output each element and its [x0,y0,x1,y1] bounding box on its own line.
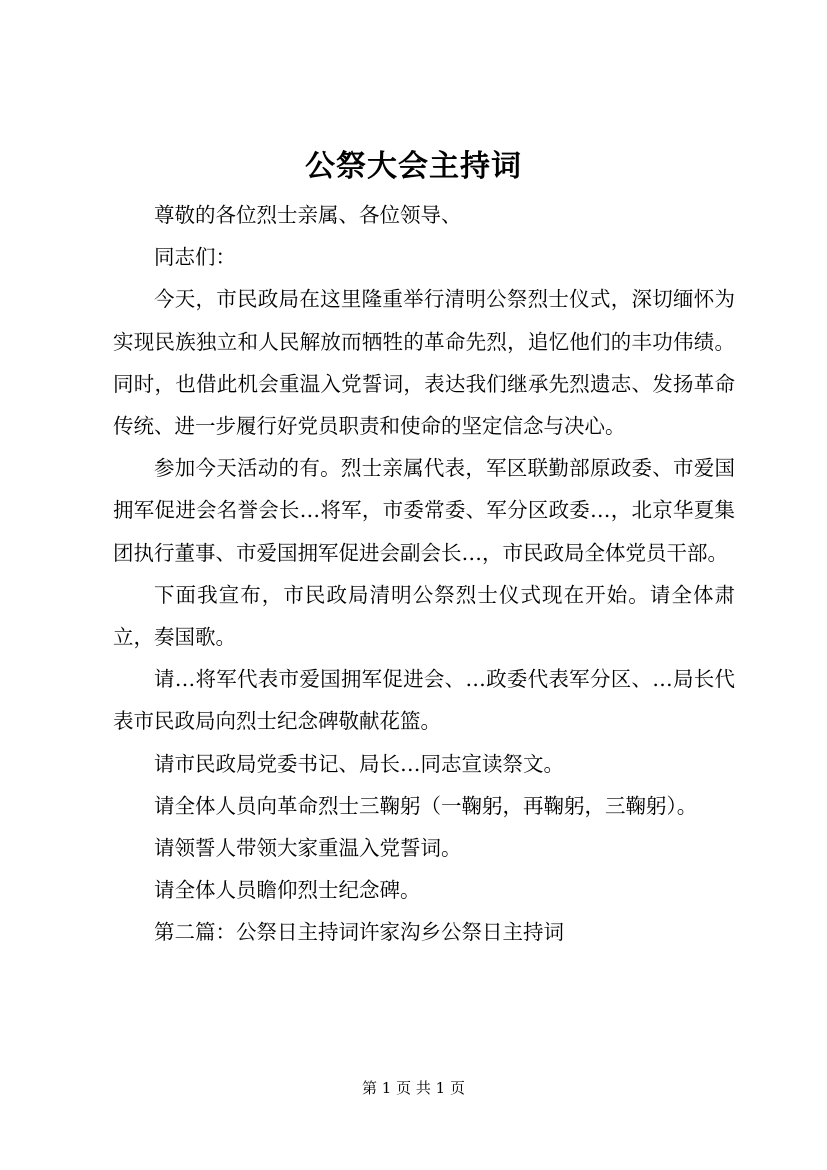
page-footer: 第 1 页 共 1 页 [362,1079,465,1097]
paragraph-eulogy: 请市民政局党委书记、局长…同志宣读祭文。 [154,751,564,776]
paragraph-monument: 请全体人员瞻仰烈士纪念碑。 [154,878,421,903]
paragraph-wreath: 请…将军代表市爱国拥军促进会、…政委代表军分区、…局长代表市民政局向烈士纪念碑敬献花篮。 [113,667,735,734]
paragraph-salutation: 尊敬的各位烈士亲属、各位领导、 [154,203,462,227]
paragraph-oath: 请领誓人带领大家重温入党誓词。 [154,836,462,861]
paragraph-comrades: 同志们： [154,245,236,270]
paragraph-second-part: 第二篇：公祭日主持词许家沟乡公祭日主持词 [154,920,564,945]
document-title: 公祭大会主持词 [305,149,522,184]
paragraph-announcement: 下面我宣布，市民政局清明公祭烈士仪式现在开始。请全体肃立，奏国歌。 [113,582,735,650]
paragraph-opening: 今天，市民政局在这里隆重举行清明公祭烈士仪式，深切缅怀为实现民族独立和人民解放而牺牲的革命先烈，追忆他们的丰功伟绩。同时，也借此机会重温入党誓词，表达我们继承先烈遗志、发扬革命传统、进一步履行好党员职责和使命的坚定信念与决心。 [113,287,735,439]
document-body [113,194,735,954]
paragraph-attendees: 参加今天活动的有。烈士亲属代表，军区联勤部原政委、市爱国拥军促进会名誉会长…将军，市委常委、军分区政委…，北京华夏集团执行董事、市爱国拥军促进会副会长…，市民政局全体党员干部。 [113,456,735,565]
paragraph-bow: 请全体人员向革命烈士三鞠躬（一鞠躬，再鞠躬，三鞠躬）。 [154,793,698,818]
